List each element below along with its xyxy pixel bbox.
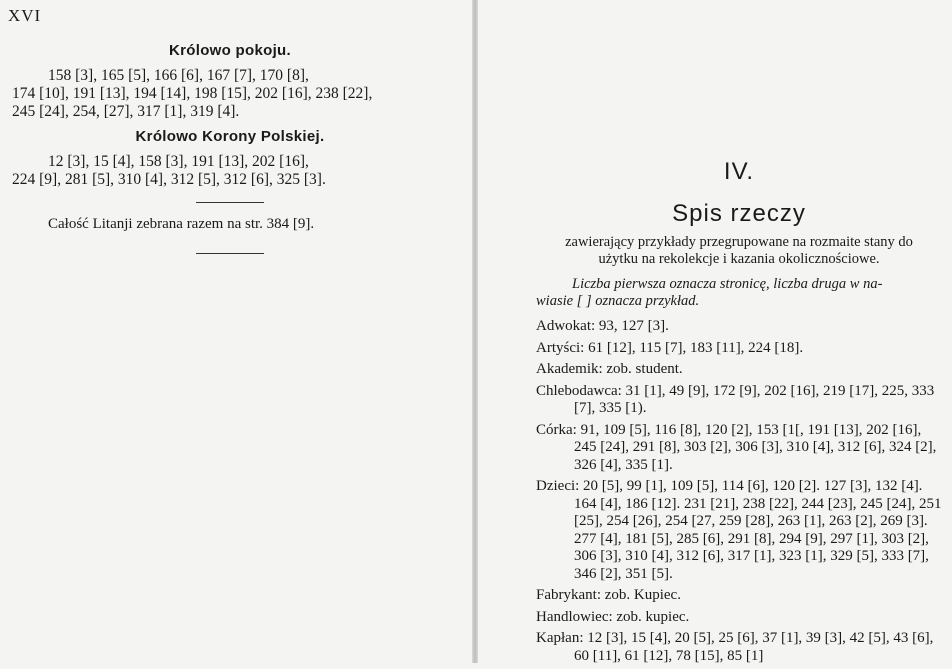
page-number: XVI [8,6,42,25]
reference-line: 158 [3], 165 [5], 166 [6], 167 [7], 170 [8], [48,67,309,84]
chapter-header [536,158,942,310]
right-page [478,0,952,663]
footer-block [12,202,448,254]
subtitle-line: użytku na rekolekcje i kazania okolicznościowe. [598,251,880,267]
section-title: Królowo Korony Polskiej. [135,128,325,145]
reference-list [12,67,448,121]
index-entry: Adwokat: 93, 127 [3]. [536,318,669,334]
chapter-subtitle [536,234,942,268]
index-entry: Akademik: zob. student. [536,361,683,377]
explanatory-note [536,276,942,310]
index-entries [536,318,942,669]
divider [196,253,264,254]
index-entry: Kapłan: 12 [3], 15 [4], 20 [5], 25 [6], 37 [1], 39 [3], 42 [5], 43 [6], 60 [11], 61 [12], 78 [15], 85 [1] [536,630,934,664]
reference-line: 245 [24], 254, [27], 317 [1], 319 [4]. [12,103,240,120]
section-title: Królowo pokoju. [169,42,291,59]
reference-line: 224 [9], 281 [5], 310 [4], 312 [5], 312 [6], 325 [3]. [12,171,326,188]
section-krolowo-pokoju [12,42,448,121]
index-entry: Córka: 91, 109 [5], 116 [8], 120 [2], 153 [1[, 191 [13], 202 [16], 245 [24], 291 [8], 303 [2], 306 [3], 310 [4], 312 [6], 324 [2], 326 [4], 335 [1]. [536,421,937,473]
index-entry: Fabrykant: zob. Kupiec. [536,587,681,603]
chapter-number: IV. [723,158,755,185]
note-line: Liczba pierwsza oznacza stronicę, liczba druga w na- [572,276,883,292]
reference-line: 12 [3], 15 [4], 158 [3], 191 [13], 202 [16], [48,153,309,170]
reference-line: 174 [10], 191 [13], 194 [14], 198 [15], 202 [16], 238 [22], [12,85,373,102]
divider [196,202,264,203]
reference-list [12,153,448,189]
left-page [0,0,472,663]
note-line: wiasie [ ] oznacza przykład. [536,293,700,309]
subtitle-line: zawierający przykłady przegrupowane na rozmaite stany do [565,234,913,250]
index-entry: Artyści: 61 [12], 115 [7], 183 [11], 224 [18]. [536,339,804,356]
index-entry: Chlebodawca: 31 [1], 49 [9], 172 [9], 202 [16], 219 [17], 225, 333 [7], 335 [1). [536,382,935,416]
index-entry: Handlowiec: zob. kupiec. [536,608,690,625]
footer-note: Całość Litanji zebrana razem na str. 384 [9]. [48,216,315,232]
chapter-title: Spis rzeczy [672,200,806,227]
section-krolowo-korony [12,128,448,189]
index-entry: Dzieci: 20 [5], 99 [1], 109 [5], 114 [6], 120 [2]. 127 [3], 132 [4]. 164 [4], 186 [12]. 231 [21], 238 [22], 244 [23], 245 [24], 251 [25], 254 [26], 254 [27, 259 [28], 263 [1], 263 [2], 269 [3]. 277 [4], 181 [5], 285 [6], 291 [8], 294 [9], 297 [1], 303 [2], 306 [3], 310 [4], 312 [6], 317 [1], 323 [1], 329 [5], 333 [7], 346 [2], 351 [5]. [536,478,942,582]
